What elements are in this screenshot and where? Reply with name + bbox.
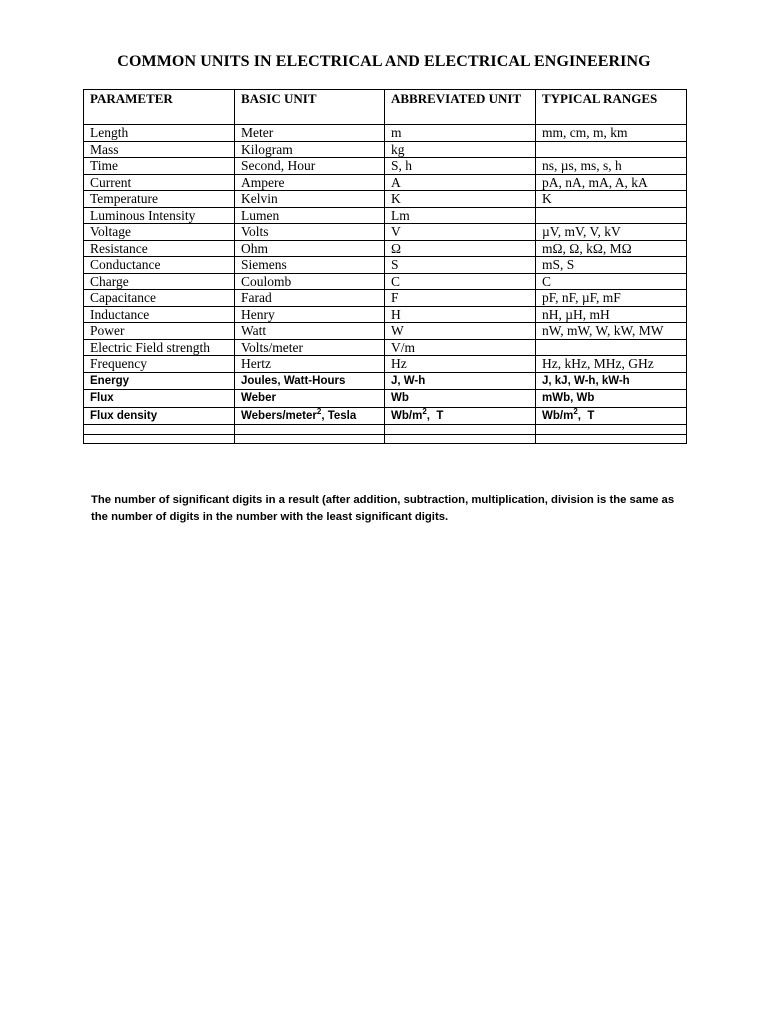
range-text: Wb/m: [542, 409, 574, 422]
header-basic-unit: BASIC UNIT: [235, 90, 385, 125]
empty-cell: [536, 425, 687, 435]
empty-cell: [385, 425, 536, 435]
abbr-superscript: 2: [422, 407, 427, 416]
cell-parameter: Flux: [84, 390, 235, 408]
cell-abbreviated-unit: kg: [385, 141, 536, 158]
cell-abbreviated-unit: S, h: [385, 158, 536, 175]
cell-abbreviated-unit: V/m: [385, 339, 536, 356]
cell-basic-unit: Lumen: [235, 207, 385, 224]
empty-cell: [84, 434, 235, 444]
table-row: [84, 372, 687, 390]
cell-basic-unit: Kilogram: [235, 141, 385, 158]
cell-typical-ranges: [536, 339, 687, 356]
empty-cell: [84, 425, 235, 435]
abbr-text: Wb/m: [391, 409, 423, 422]
cell-typical-ranges: [536, 407, 687, 425]
cell-parameter: Luminous Intensity: [84, 207, 235, 224]
cell-basic-unit: [235, 407, 385, 425]
cell-abbreviated-unit: Ω: [385, 240, 536, 257]
header-parameter: PARAMETER: [84, 90, 235, 125]
cell-parameter: Mass: [84, 141, 235, 158]
table-row: [84, 158, 687, 175]
cell-basic-unit: Ohm: [235, 240, 385, 257]
cell-typical-ranges: mS, S: [536, 257, 687, 274]
cell-typical-ranges: K: [536, 191, 687, 208]
cell-parameter: Temperature: [84, 191, 235, 208]
cell-abbreviated-unit: W: [385, 323, 536, 340]
header-abbreviated-unit: ABBREVIATED UNIT: [385, 90, 536, 125]
cell-parameter: Time: [84, 158, 235, 175]
table-row: [84, 191, 687, 208]
cell-parameter: Length: [84, 125, 235, 142]
cell-typical-ranges: C: [536, 273, 687, 290]
cell-parameter: Charge: [84, 273, 235, 290]
unit-superscript: 2: [316, 407, 322, 416]
cell-typical-ranges: J, kJ, W-h, kW-h: [536, 372, 687, 390]
table-row: [84, 224, 687, 241]
cell-abbreviated-unit: m: [385, 125, 536, 142]
unit-rest-text: , Tesla: [321, 409, 357, 422]
table-row: [84, 339, 687, 356]
cell-abbreviated-unit: J, W-h: [385, 372, 536, 390]
cell-abbreviated-unit: V: [385, 224, 536, 241]
cell-basic-unit: Coulomb: [235, 273, 385, 290]
table-row: [84, 240, 687, 257]
range-rest-text: , T: [577, 409, 595, 422]
cell-typical-ranges: [536, 141, 687, 158]
table-row: [84, 174, 687, 191]
empty-row: [84, 425, 687, 435]
significant-digits-note: The number of significant digits in a result (after addition, subtraction, multiplication, division is the same as the number of digits in the number with the least significant digits.: [91, 494, 675, 523]
cell-abbreviated-unit: [385, 407, 536, 425]
abbr-rest-text: , T: [426, 409, 444, 422]
cell-typical-ranges: mWb, Wb: [536, 390, 687, 408]
cell-typical-ranges: µV, mV, V, kV: [536, 224, 687, 241]
cell-basic-unit: Watt: [235, 323, 385, 340]
cell-typical-ranges: nW, mW, W, kW, MW: [536, 323, 687, 340]
cell-basic-unit: Henry: [235, 306, 385, 323]
units-table: [83, 89, 687, 444]
cell-typical-ranges: ns, µs, ms, s, h: [536, 158, 687, 175]
table-row: [84, 125, 687, 142]
page-title: COMMON UNITS IN ELECTRICAL AND ELECTRICAL ENGINEERING: [117, 53, 651, 70]
cell-basic-unit: Volts: [235, 224, 385, 241]
cell-parameter: Electric Field strength: [84, 339, 235, 356]
range-superscript: 2: [573, 407, 578, 416]
cell-basic-unit: Weber: [235, 390, 385, 408]
cell-parameter: Frequency: [84, 356, 235, 373]
cell-basic-unit: Second, Hour: [235, 158, 385, 175]
cell-abbreviated-unit: K: [385, 191, 536, 208]
cell-parameter: Power: [84, 323, 235, 340]
cell-typical-ranges: Hz, kHz, MHz, GHz: [536, 356, 687, 373]
table-row: [84, 306, 687, 323]
cell-typical-ranges: mΩ, Ω, kΩ, MΩ: [536, 240, 687, 257]
cell-abbreviated-unit: Lm: [385, 207, 536, 224]
empty-cell: [235, 434, 385, 444]
table-row: [84, 257, 687, 274]
header-typical-ranges: TYPICAL RANGES: [536, 90, 687, 125]
cell-abbreviated-unit: C: [385, 273, 536, 290]
cell-typical-ranges: pF, nF, µF, mF: [536, 290, 687, 307]
cell-abbreviated-unit: S: [385, 257, 536, 274]
cell-parameter: Current: [84, 174, 235, 191]
table-row: [84, 356, 687, 373]
empty-cell: [536, 434, 687, 444]
table-row: [84, 273, 687, 290]
cell-parameter: Voltage: [84, 224, 235, 241]
table-row: [84, 323, 687, 340]
empty-cell: [235, 425, 385, 435]
empty-cell: [385, 434, 536, 444]
cell-parameter: Capacitance: [84, 290, 235, 307]
cell-parameter: Flux density: [84, 407, 235, 425]
cell-abbreviated-unit: Wb: [385, 390, 536, 408]
cell-abbreviated-unit: H: [385, 306, 536, 323]
cell-basic-unit: Volts/meter: [235, 339, 385, 356]
cell-typical-ranges: nH, µH, mH: [536, 306, 687, 323]
cell-parameter: Resistance: [84, 240, 235, 257]
cell-abbreviated-unit: A: [385, 174, 536, 191]
cell-basic-unit: Ampere: [235, 174, 385, 191]
cell-typical-ranges: mm, cm, m, km: [536, 125, 687, 142]
empty-row: [84, 434, 687, 444]
cell-abbreviated-unit: F: [385, 290, 536, 307]
table-header-row: [84, 90, 687, 125]
table-row: [84, 290, 687, 307]
unit-text: Webers/meter: [241, 409, 317, 422]
cell-basic-unit: Siemens: [235, 257, 385, 274]
table-row: [84, 141, 687, 158]
cell-parameter: Inductance: [84, 306, 235, 323]
cell-basic-unit: Kelvin: [235, 191, 385, 208]
cell-basic-unit: Farad: [235, 290, 385, 307]
cell-typical-ranges: [536, 207, 687, 224]
cell-basic-unit: Joules, Watt-Hours: [235, 372, 385, 390]
cell-basic-unit: Hertz: [235, 356, 385, 373]
cell-parameter: Conductance: [84, 257, 235, 274]
cell-basic-unit: Meter: [235, 125, 385, 142]
cell-typical-ranges: pA, nA, mA, A, kA: [536, 174, 687, 191]
cell-abbreviated-unit: Hz: [385, 356, 536, 373]
table-row: [84, 407, 687, 425]
table-row: [84, 390, 687, 408]
table-row: [84, 207, 687, 224]
cell-parameter: Energy: [84, 372, 235, 390]
